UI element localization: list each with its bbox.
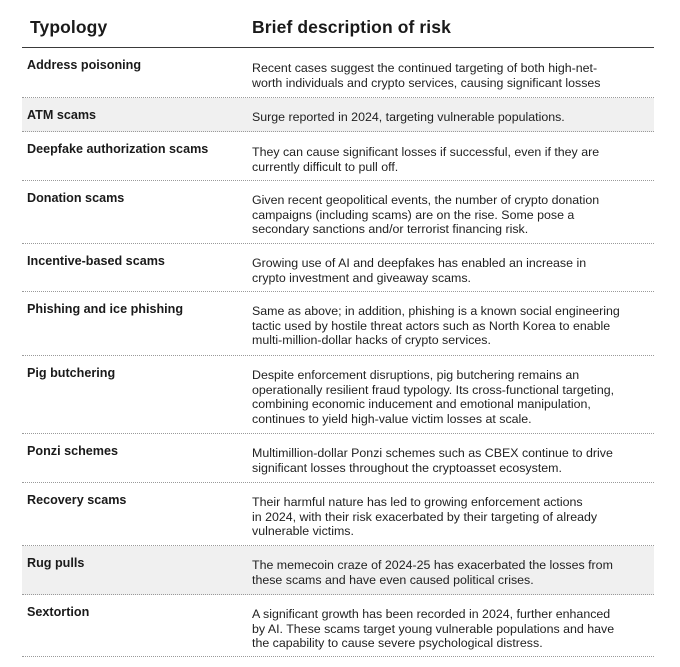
description-line: continues to yield high-value victim losses at scale. bbox=[252, 411, 532, 426]
typology-cell: Recovery scams bbox=[27, 493, 127, 507]
table-row bbox=[22, 595, 654, 657]
description-cell bbox=[252, 446, 652, 475]
description-line: Given recent geopolitical events, the number of crypto donation bbox=[252, 193, 600, 207]
description-line: Multimillion-dollar Ponzi schemes such as CBEX continue to drive bbox=[252, 446, 613, 460]
description-line: Recent cases suggest the continued targeting of both high-net- bbox=[252, 61, 598, 75]
description-line: multi-million-dollar hacks of crypto services. bbox=[252, 333, 491, 348]
risk-table bbox=[22, 0, 654, 657]
typology-cell: Ponzi schemes bbox=[27, 444, 118, 458]
typology-cell: Incentive-based scams bbox=[27, 254, 165, 268]
description-cell bbox=[252, 368, 652, 426]
table-row bbox=[22, 244, 654, 292]
typology-cell: Deepfake authorization scams bbox=[27, 142, 209, 156]
typology-cell: Sextortion bbox=[27, 605, 90, 619]
table-row bbox=[22, 292, 654, 356]
typology-cell: Rug pulls bbox=[27, 556, 85, 570]
table-row bbox=[22, 356, 654, 434]
table-row bbox=[22, 434, 654, 483]
description-line: They can cause significant losses if successful, even if they are bbox=[252, 145, 600, 159]
column-header-typology: Typology bbox=[30, 17, 108, 37]
table-row bbox=[22, 546, 654, 595]
description-cell bbox=[252, 304, 652, 348]
description-line: Their harmful nature has led to growing enforcement actions bbox=[252, 495, 583, 509]
typology-cell: Pig butchering bbox=[27, 366, 116, 380]
table-row bbox=[22, 483, 654, 546]
description-cell bbox=[252, 256, 652, 285]
description-line: Despite enforcement disruptions, pig butchering remains an bbox=[252, 368, 580, 382]
description-line: currently difficult to pull off. bbox=[252, 159, 399, 174]
typology-cell: ATM scams bbox=[27, 108, 97, 122]
description-cell bbox=[252, 495, 652, 539]
description-line: the capability to cause severe psychological distress. bbox=[252, 636, 543, 651]
typology-cell: Donation scams bbox=[27, 191, 125, 205]
description-line: in 2024, with their risk exacerbated by their targeting of already bbox=[252, 509, 598, 524]
description-line: Surge reported in 2024, targeting vulnerable populations. bbox=[252, 110, 565, 124]
description-line: worth individuals and crypto services, causing significant losses bbox=[252, 75, 601, 90]
description-line: crypto investment and giveaway scams. bbox=[252, 270, 471, 285]
table-row bbox=[22, 132, 654, 181]
description-line: operationally resilient fraud typology. Its cross-functional targeting, bbox=[252, 382, 615, 397]
description-line: The memecoin craze of 2024-25 has exacerbated the losses from bbox=[252, 558, 613, 572]
table-body bbox=[22, 48, 654, 657]
table-row bbox=[22, 98, 654, 132]
description-line: these scams and have even caused political crises. bbox=[252, 572, 534, 587]
description-line: combining economic inducement and emotional manipulation, bbox=[252, 397, 591, 412]
description-cell bbox=[252, 61, 652, 90]
table-row bbox=[22, 181, 654, 244]
description-cell bbox=[252, 558, 652, 587]
description-cell bbox=[252, 145, 652, 174]
description-line: campaigns (including scams) are on the rise. Some pose a bbox=[252, 207, 575, 222]
description-cell bbox=[252, 607, 652, 651]
description-cell bbox=[252, 110, 652, 125]
description-line: vulnerable victims. bbox=[252, 524, 354, 539]
column-header-description: Brief description of risk bbox=[252, 17, 451, 37]
description-line: Growing use of AI and deepfakes has enabled an increase in bbox=[252, 256, 587, 270]
description-line: A significant growth has been recorded in 2024, further enhanced bbox=[252, 607, 611, 621]
description-line: tactic used by hostile threat actors such as North Korea to enable bbox=[252, 318, 611, 333]
table-header bbox=[22, 0, 654, 48]
description-cell bbox=[252, 193, 652, 237]
description-line: by AI. These scams target young vulnerable populations and have bbox=[252, 621, 615, 636]
table-row bbox=[22, 48, 654, 98]
typology-cell: Address poisoning bbox=[27, 58, 142, 72]
description-line: secondary sanctions and/or terrorist financing risk. bbox=[252, 222, 529, 237]
description-line: significant losses throughout the cryptoasset ecosystem. bbox=[252, 460, 562, 475]
typology-cell: Phishing and ice phishing bbox=[27, 302, 184, 316]
description-line: Same as above; in addition, phishing is a known social engineering bbox=[252, 304, 620, 318]
